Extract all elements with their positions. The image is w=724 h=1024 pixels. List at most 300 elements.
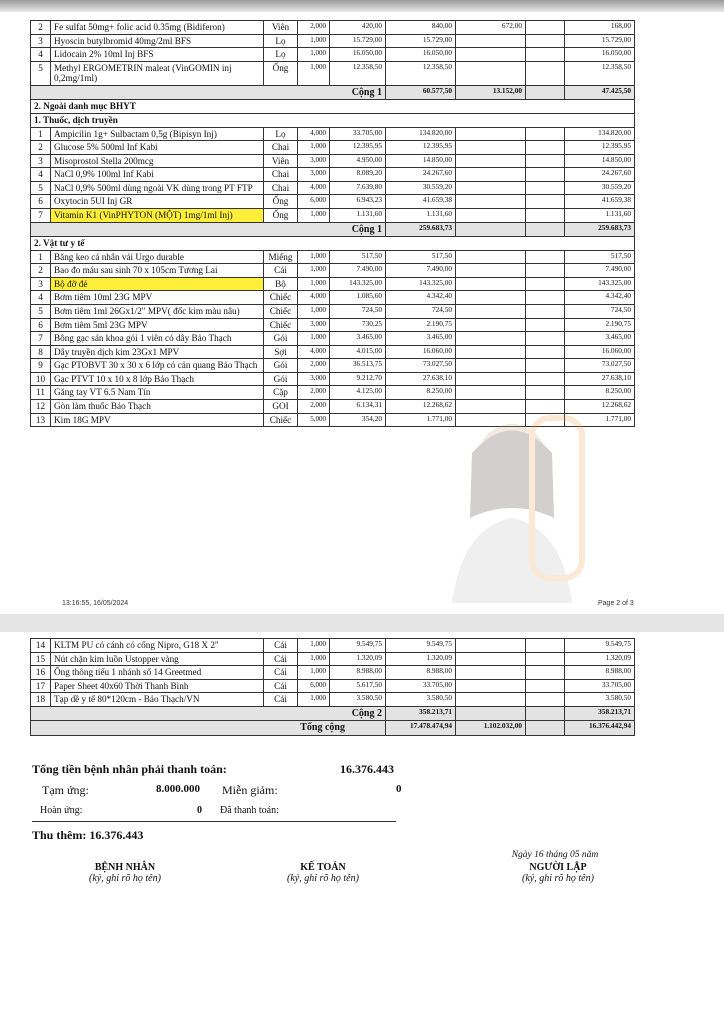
table-row <box>31 372 635 386</box>
table-row <box>31 277 635 291</box>
table-row <box>31 639 635 653</box>
table-row <box>31 61 635 85</box>
cell-insurance <box>456 61 526 85</box>
table-row <box>31 679 635 693</box>
cell-price: 36.513,75 <box>330 359 386 373</box>
table-row <box>31 195 635 209</box>
cell-no: 1 <box>31 250 51 264</box>
paid-label: Đã thanh toán: <box>220 805 279 816</box>
cell-no: 8 <box>31 345 51 359</box>
cell-patient: 4.342,40 <box>565 291 635 305</box>
advance-value: 8.000.000 <box>156 783 200 795</box>
cell-unit: Chai <box>264 181 298 195</box>
cell-price: 8.988,00 <box>330 666 386 680</box>
cell-amount: 16.060,00 <box>386 345 456 359</box>
cell-insurance <box>456 318 526 332</box>
cell-insurance <box>456 127 526 141</box>
cell-unit: Cặp <box>264 386 298 400</box>
cell-insurance: 672,00 <box>456 21 526 35</box>
cell-patient: 15.729,00 <box>565 34 635 48</box>
cell-insurance <box>456 359 526 373</box>
cell-qty: 4,000 <box>298 181 330 195</box>
cell-amount: 12.268,62 <box>386 400 456 414</box>
cell-amount: 12.358,50 <box>386 61 456 85</box>
cell-unit: Gói <box>264 359 298 373</box>
cell-price: 1.320,09 <box>330 652 386 666</box>
cell-empty <box>526 209 565 223</box>
cell-amount: 16.050,00 <box>386 48 456 62</box>
table-row <box>31 304 635 318</box>
cell-unit: Cái <box>264 264 298 278</box>
cell-price: 4.125,00 <box>330 386 386 400</box>
cell-insurance <box>456 277 526 291</box>
cell-empty <box>526 345 565 359</box>
cell-name: Fe sulfat 50mg+ folic acid 0.35mg (Bidiferon) <box>51 21 264 35</box>
cell-qty: 1,000 <box>298 141 330 155</box>
cell-unit: Lọ <box>264 127 298 141</box>
cell-empty <box>526 48 565 62</box>
table-row <box>31 154 635 168</box>
cell-price: 143.325,00 <box>330 277 386 291</box>
cell-unit: Chiếc <box>264 304 298 318</box>
cell-price: 6.134,31 <box>330 400 386 414</box>
cell-qty: 2,000 <box>298 386 330 400</box>
cell-name: Bộ đỡ đẻ <box>51 277 264 291</box>
subsection-heading: 2. Vật tư y tế <box>31 237 635 251</box>
cell-no: 10 <box>31 372 51 386</box>
cell-qty: 3,000 <box>298 372 330 386</box>
cell-price: 15.729,00 <box>330 34 386 48</box>
cell-unit: Lọ <box>264 48 298 62</box>
table-row <box>31 318 635 332</box>
cell-unit: Viên <box>264 21 298 35</box>
cell-insurance <box>456 693 526 707</box>
cell-empty <box>526 639 565 653</box>
cell-insurance <box>456 48 526 62</box>
cell-qty: 5,000 <box>298 413 330 427</box>
cell-unit: Cái <box>264 679 298 693</box>
cell-empty <box>526 250 565 264</box>
cell-amount: 12.395,95 <box>386 141 456 155</box>
cell-unit: Chiếc <box>264 413 298 427</box>
cell-name: Nút chặn kim luồn Ustopper vàng <box>51 652 264 666</box>
cell-unit: Bộ <box>264 277 298 291</box>
cell-qty: 4,000 <box>298 291 330 305</box>
cell-qty: 1,000 <box>298 209 330 223</box>
signature-accountant: KẾ TOÁN (ký, ghi rõ họ tên) <box>287 862 359 884</box>
cell-insurance <box>456 345 526 359</box>
cell-price: 8.089,20 <box>330 168 386 182</box>
cell-unit: Miếng <box>264 250 298 264</box>
table-row <box>31 652 635 666</box>
cell-name: Bông gạc sản khoa gói 1 viên có dây Bảo Thạch <box>51 332 264 346</box>
bill-table-page-3 <box>30 638 635 736</box>
subsection-heading: 1. Thuốc, dịch truyền <box>31 113 635 127</box>
table-row <box>31 264 635 278</box>
cell-no: 2 <box>31 264 51 278</box>
table-row <box>31 345 635 359</box>
table-row <box>31 666 635 680</box>
cell-no: 13 <box>31 413 51 427</box>
cell-patient: 1.771,00 <box>565 413 635 427</box>
grand-total-row: Tổng cộng 17.478.474,94 1.102.032,00 16.376.442,94 <box>31 721 635 736</box>
extra-payment: Thu thêm: 16.376.443 <box>32 828 144 842</box>
cell-insurance <box>456 304 526 318</box>
cell-name: Gạc PTOBVT 30 x 30 x 6 lớp có cản quang Bảo Thạch <box>51 359 264 373</box>
cell-insurance <box>456 34 526 48</box>
cell-price: 1.131,60 <box>330 209 386 223</box>
cell-no: 3 <box>31 34 51 48</box>
cell-qty: 1,000 <box>298 48 330 62</box>
cell-unit: Cái <box>264 666 298 680</box>
cell-name: Hyoscin butylbromid 40mg/2ml BFS <box>51 34 264 48</box>
cell-no: 5 <box>31 61 51 85</box>
cell-empty <box>526 304 565 318</box>
section-heading: 2. Ngoài danh mục BHYT <box>31 100 635 114</box>
cell-patient: 12.268,62 <box>565 400 635 414</box>
refund-value: 0 <box>197 805 202 816</box>
cell-no: 2 <box>31 21 51 35</box>
cell-no: 3 <box>31 277 51 291</box>
person-watermark-image <box>432 398 592 603</box>
cell-qty: 2,000 <box>298 359 330 373</box>
cell-qty: 1,000 <box>298 264 330 278</box>
exempt-label: Miễn giảm: <box>222 783 278 797</box>
cell-name: NaCl 0,9% 100ml Inf Kabi <box>51 168 264 182</box>
cell-amount: 724,50 <box>386 304 456 318</box>
cell-price: 3.580,50 <box>330 693 386 707</box>
cell-name: Paper Sheet 40x60 Thời Thanh Bình <box>51 679 264 693</box>
cell-empty <box>526 34 565 48</box>
cell-no: 1 <box>31 127 51 141</box>
cell-name: Kim 18G MPV <box>51 413 264 427</box>
refund-label: Hoàn ứng: <box>40 805 83 816</box>
cell-patient: 41.659,38 <box>565 195 635 209</box>
cell-empty <box>526 141 565 155</box>
cell-price: 3.465,00 <box>330 332 386 346</box>
cell-unit: Chai <box>264 168 298 182</box>
cell-empty <box>526 168 565 182</box>
cell-no: 4 <box>31 291 51 305</box>
cell-amount: 3.580,50 <box>386 693 456 707</box>
cell-amount: 1.771,00 <box>386 413 456 427</box>
subtotal-row: Cộng 1 259.683,73 259.683,73 <box>31 222 635 237</box>
cell-empty <box>526 264 565 278</box>
cell-insurance <box>456 209 526 223</box>
table-row <box>31 291 635 305</box>
cell-name: Vitamin K1 (VinPHYTON (MỘT) 1mg/1ml Inj) <box>51 209 264 223</box>
cell-insurance <box>456 332 526 346</box>
cell-name: NaCl 0,9% 500ml dùng ngoài VK dùng trong PT FTP <box>51 181 264 195</box>
cell-amount: 41.659,38 <box>386 195 456 209</box>
cell-insurance <box>456 372 526 386</box>
cell-name: Misoprostol Stella 200mcg <box>51 154 264 168</box>
advance-label: Tạm ứng: <box>42 783 89 797</box>
cell-no: 6 <box>31 318 51 332</box>
cell-insurance <box>456 264 526 278</box>
cell-qty: 4,000 <box>298 127 330 141</box>
cell-amount: 14.850,00 <box>386 154 456 168</box>
cell-patient: 12.395,95 <box>565 141 635 155</box>
cell-insurance <box>456 679 526 693</box>
cell-price: 9.212,70 <box>330 372 386 386</box>
cell-unit: Cái <box>264 652 298 666</box>
cell-unit: Chiếc <box>264 318 298 332</box>
cell-name: Glucose 5% 500ml Inf Kabi <box>51 141 264 155</box>
cell-amount: 3.465,00 <box>386 332 456 346</box>
cell-amount: 2.190,75 <box>386 318 456 332</box>
cell-qty: 2,000 <box>298 400 330 414</box>
cell-no: 17 <box>31 679 51 693</box>
bill-table-page-2 <box>30 20 635 427</box>
table-row <box>31 693 635 707</box>
table-row <box>31 332 635 346</box>
cell-patient: 1.131,60 <box>565 209 635 223</box>
cell-patient: 9.549,75 <box>565 639 635 653</box>
cell-no: 5 <box>31 304 51 318</box>
cell-insurance <box>456 250 526 264</box>
cell-qty: 2,000 <box>298 21 330 35</box>
cell-price: 6.943,23 <box>330 195 386 209</box>
cell-no: 7 <box>31 332 51 346</box>
cell-no: 3 <box>31 154 51 168</box>
cell-no: 7 <box>31 209 51 223</box>
cell-empty <box>526 666 565 680</box>
cell-patient: 517,50 <box>565 250 635 264</box>
table-row <box>31 181 635 195</box>
cell-amount: 517,50 <box>386 250 456 264</box>
cell-qty: 6,000 <box>298 195 330 209</box>
cell-name: Băng keo cá nhân vải Urgo durable <box>51 250 264 264</box>
cell-amount: 840,00 <box>386 21 456 35</box>
cell-price: 517,50 <box>330 250 386 264</box>
cell-price: 730,25 <box>330 318 386 332</box>
cell-patient: 143.325,00 <box>565 277 635 291</box>
cell-name: Oxytocin 5UI Inj GR <box>51 195 264 209</box>
cell-patient: 724,50 <box>565 304 635 318</box>
cell-no: 5 <box>31 181 51 195</box>
cell-no: 15 <box>31 652 51 666</box>
cell-patient: 3.580,50 <box>565 693 635 707</box>
cell-unit: Chiếc <box>264 291 298 305</box>
cell-qty: 3,000 <box>298 154 330 168</box>
exempt-value: 0 <box>396 783 402 795</box>
cell-qty: 1,000 <box>298 639 330 653</box>
signature-creator: NGƯỜI LẬP (ký, ghi rõ họ tên) <box>522 862 594 884</box>
patient-pay-value: 16.376.443 <box>340 762 394 776</box>
cell-name: Găng tay VT 6.5 Nam Tín <box>51 386 264 400</box>
cell-qty: 1,000 <box>298 332 330 346</box>
cell-no: 4 <box>31 48 51 62</box>
cell-name: Bơm tiêm 10ml 23G MPV <box>51 291 264 305</box>
cell-patient: 12.358,50 <box>565 61 635 85</box>
cell-price: 1.085,60 <box>330 291 386 305</box>
table-row <box>31 168 635 182</box>
cell-insurance <box>456 154 526 168</box>
cell-price: 354,20 <box>330 413 386 427</box>
patient-pay-label: Tổng tiền bệnh nhân phải thanh toán: <box>32 762 227 776</box>
cell-patient: 16.060,00 <box>565 345 635 359</box>
cell-amount: 143.325,00 <box>386 277 456 291</box>
cell-name: Ống thông tiểu 1 nhánh số 14 Greetmed <box>51 666 264 680</box>
cell-patient: 3.465,00 <box>565 332 635 346</box>
cell-price: 12.395,95 <box>330 141 386 155</box>
cell-patient: 134.820,00 <box>565 127 635 141</box>
cell-empty <box>526 195 565 209</box>
subtotal-row: Cộng 1 60.577,50 13.152,00 47.425,50 <box>31 85 635 100</box>
cell-empty <box>526 154 565 168</box>
cell-patient: 7.490,00 <box>565 264 635 278</box>
cell-unit: Gói <box>264 372 298 386</box>
cell-amount: 1.320,09 <box>386 652 456 666</box>
cell-no: 18 <box>31 693 51 707</box>
cell-amount: 15.729,00 <box>386 34 456 48</box>
cell-qty: 1,000 <box>298 304 330 318</box>
cell-patient: 33.705,00 <box>565 679 635 693</box>
cell-name: Bơm tiêm 1ml 26Gx1/2" MPV( đốc kim màu nâu) <box>51 304 264 318</box>
cell-qty: 1,000 <box>298 250 330 264</box>
cell-no: 16 <box>31 666 51 680</box>
table-row <box>31 250 635 264</box>
cell-unit: Sợi <box>264 345 298 359</box>
cell-patient: 8.250,00 <box>565 386 635 400</box>
cell-no: 12 <box>31 400 51 414</box>
page-divider <box>0 614 724 632</box>
cell-insurance <box>456 168 526 182</box>
cell-unit: Ống <box>264 61 298 85</box>
cell-patient: 24.267,60 <box>565 168 635 182</box>
table-row <box>31 141 635 155</box>
cell-no: 2 <box>31 141 51 155</box>
cell-empty <box>526 359 565 373</box>
cell-empty <box>526 21 565 35</box>
cell-qty: 1,000 <box>298 277 330 291</box>
cell-amount: 73.027,50 <box>386 359 456 373</box>
screenshot-top-band <box>0 0 724 12</box>
signature-patient: BỆNH NHÂN (ký, ghi rõ họ tên) <box>89 862 161 884</box>
cell-qty: 3,000 <box>298 168 330 182</box>
cell-qty: 1,000 <box>298 666 330 680</box>
table-row <box>31 127 635 141</box>
cell-insurance <box>456 181 526 195</box>
cell-patient: 30.559,20 <box>565 181 635 195</box>
cell-patient: 16.050,00 <box>565 48 635 62</box>
table-row <box>31 34 635 48</box>
cell-empty <box>526 693 565 707</box>
cell-unit: Viên <box>264 154 298 168</box>
cell-amount: 33.705,00 <box>386 679 456 693</box>
cell-empty <box>526 277 565 291</box>
cell-amount: 27.638,10 <box>386 372 456 386</box>
cell-name: Gạc PTVT 10 x 10 x 8 lớp Bảo Thạch <box>51 372 264 386</box>
cell-patient: 1.320,09 <box>565 652 635 666</box>
cell-patient: 2.190,75 <box>565 318 635 332</box>
cell-empty <box>526 181 565 195</box>
cell-insurance <box>456 291 526 305</box>
cell-name: KLTM PU có cánh có cổng Nipro, G18 X 2" <box>51 639 264 653</box>
cell-amount: 9.549,75 <box>386 639 456 653</box>
cell-price: 5.617,50 <box>330 679 386 693</box>
cell-amount: 1.131,60 <box>386 209 456 223</box>
subtotal-row: Cộng 2 358.213,71 358.213,71 <box>31 706 635 721</box>
cell-insurance <box>456 141 526 155</box>
cell-name: Bao đo máu sau sinh 70 x 105cm Tương Lai <box>51 264 264 278</box>
date-line: Ngày 16 tháng 05 năm <box>511 850 599 860</box>
cell-no: 14 <box>31 639 51 653</box>
cell-qty: 1,000 <box>298 61 330 85</box>
table-row <box>31 209 635 223</box>
cell-patient: 8.988,00 <box>565 666 635 680</box>
cell-price: 7.639,80 <box>330 181 386 195</box>
cell-amount: 134.820,00 <box>386 127 456 141</box>
cell-no: 11 <box>31 386 51 400</box>
cell-unit: Cái <box>264 639 298 653</box>
paid-underline <box>32 821 396 822</box>
cell-price: 12.358,50 <box>330 61 386 85</box>
cell-insurance <box>456 666 526 680</box>
bill-page-2 <box>0 12 724 614</box>
table-row <box>31 21 635 35</box>
cell-qty: 3,000 <box>298 318 330 332</box>
cell-name: Dây truyền dịch kim 23Gx1 MPV <box>51 345 264 359</box>
cell-insurance <box>456 639 526 653</box>
cell-no: 6 <box>31 195 51 209</box>
cell-amount: 24.267,60 <box>386 168 456 182</box>
cell-empty <box>526 61 565 85</box>
cell-price: 724,50 <box>330 304 386 318</box>
cell-price: 4.950,00 <box>330 154 386 168</box>
cell-price: 16.050,00 <box>330 48 386 62</box>
bill-page-3 <box>0 632 724 1024</box>
cell-unit: Cái <box>264 693 298 707</box>
cell-unit: Gói <box>264 332 298 346</box>
cell-no: 9 <box>31 359 51 373</box>
cell-name: Methyl ERGOMETRIN maleat (VinGOMIN inj 0,2mg/1ml) <box>51 61 264 85</box>
cell-insurance <box>456 652 526 666</box>
cell-empty <box>526 332 565 346</box>
cell-name: Gòn làm thuốc Bảo Thạch <box>51 400 264 414</box>
cell-price: 9.549,75 <box>330 639 386 653</box>
cell-amount: 7.490,00 <box>386 264 456 278</box>
cell-no: 4 <box>31 168 51 182</box>
cell-empty <box>526 127 565 141</box>
cell-empty <box>526 679 565 693</box>
cell-empty <box>526 372 565 386</box>
cell-empty <box>526 291 565 305</box>
cell-qty: 1,000 <box>298 652 330 666</box>
cell-qty: 4,000 <box>298 345 330 359</box>
cell-empty <box>526 652 565 666</box>
cell-patient: 14.850,00 <box>565 154 635 168</box>
cell-price: 4.015,00 <box>330 345 386 359</box>
cell-price: 33.705,00 <box>330 127 386 141</box>
cell-patient: 73.027,50 <box>565 359 635 373</box>
cell-amount: 30.559,20 <box>386 181 456 195</box>
table-row <box>31 359 635 373</box>
cell-unit: Chai <box>264 141 298 155</box>
cell-amount: 8.250,00 <box>386 386 456 400</box>
cell-unit: Ống <box>264 195 298 209</box>
cell-qty: 1,000 <box>298 34 330 48</box>
cell-qty: 6,000 <box>298 679 330 693</box>
cell-name: Ampicilin 1g+ Sulbactam 0,5g (Bipisyn Inj) <box>51 127 264 141</box>
cell-price: 420,00 <box>330 21 386 35</box>
cell-amount: 8.988,00 <box>386 666 456 680</box>
cell-patient: 27.638,10 <box>565 372 635 386</box>
cell-name: Lidocain 2% 10ml Inj BFS <box>51 48 264 62</box>
cell-empty <box>526 318 565 332</box>
cell-qty: 1,000 <box>298 693 330 707</box>
